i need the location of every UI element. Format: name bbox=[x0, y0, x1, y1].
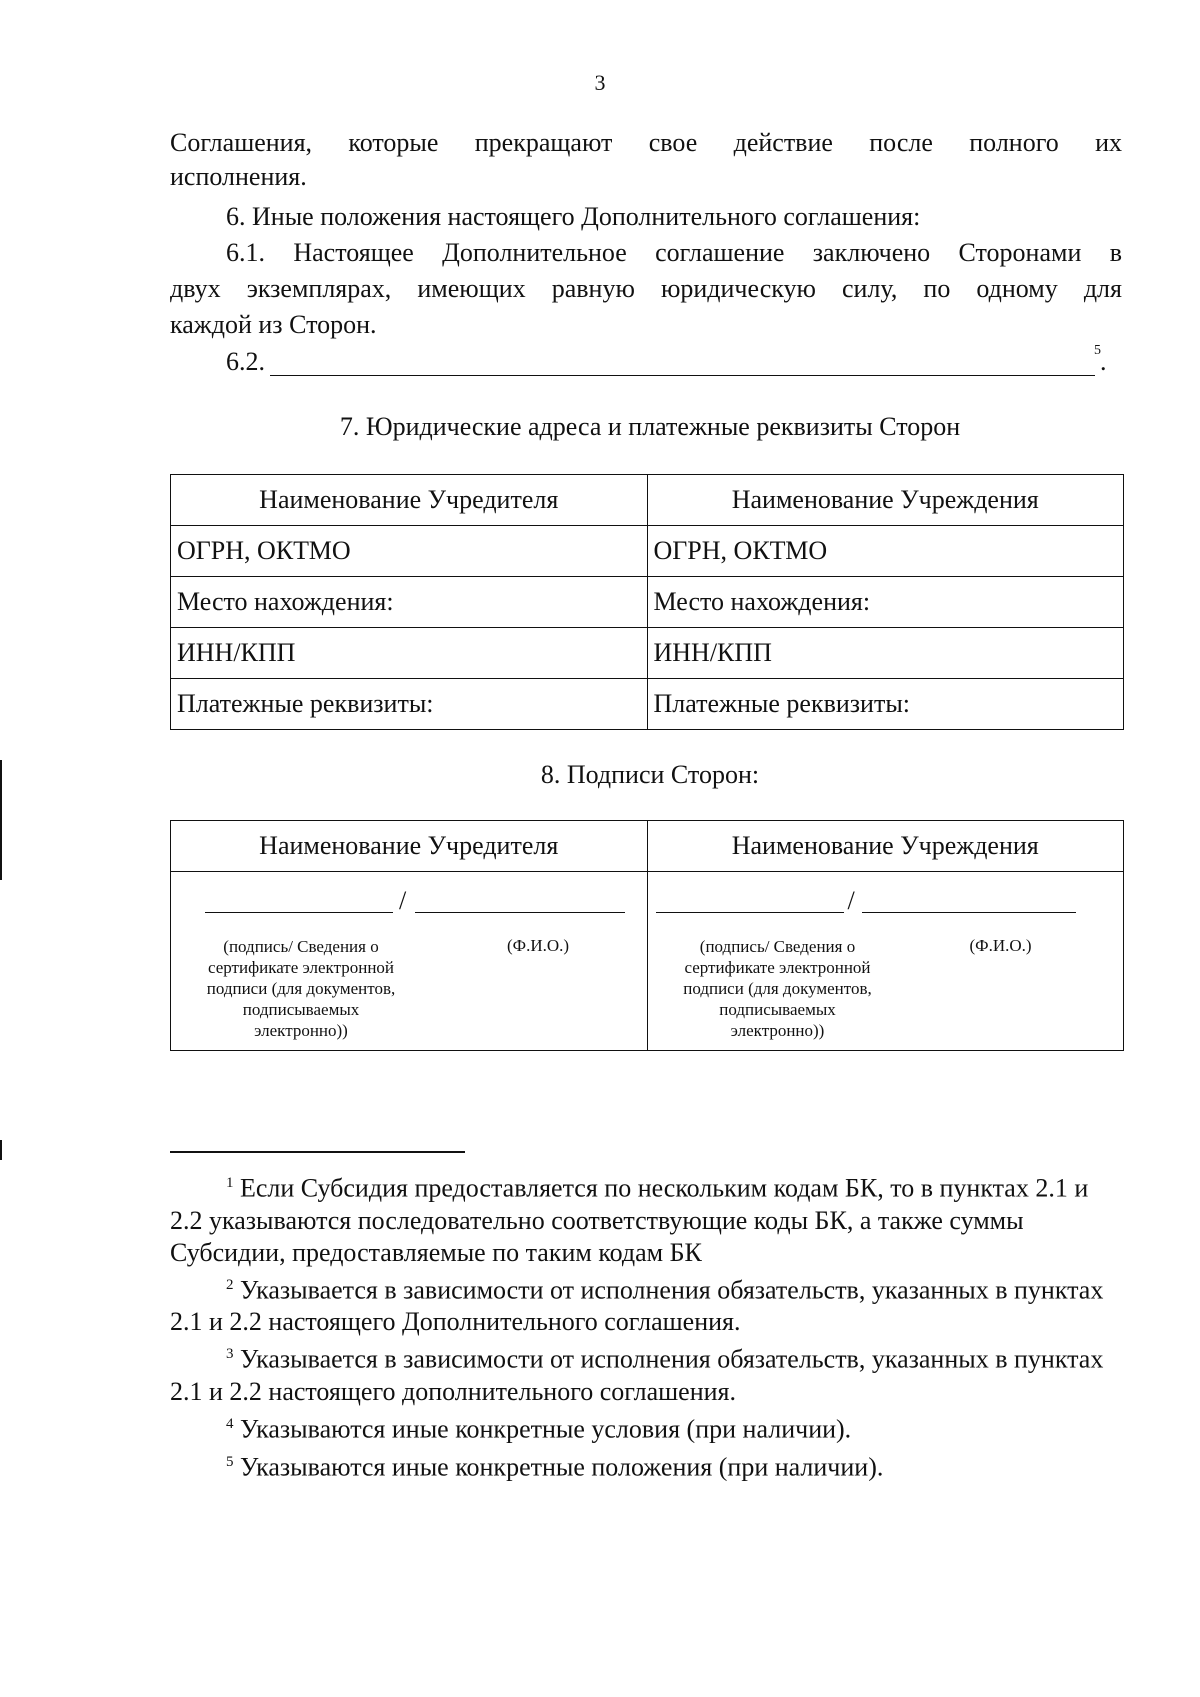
p61-line-1: 6.1. Настоящее Дополнительное соглашение заключено Сторонами в bbox=[226, 238, 1122, 267]
institution-ogrn: ОГРН, ОКТМО bbox=[647, 526, 1124, 577]
section6-heading: 6. Иные положения настоящего Дополнительного соглашения: bbox=[226, 202, 921, 231]
sign-institution-header: Наименование Учреждения bbox=[647, 821, 1124, 872]
table-row bbox=[171, 475, 1124, 526]
sign-founder-header: Наименование Учредителя bbox=[171, 821, 648, 872]
signature-slash: / bbox=[399, 886, 407, 915]
page-number: 3 bbox=[594, 70, 606, 95]
table-row bbox=[171, 526, 1124, 577]
p62-footnote-ref: 5 bbox=[1094, 343, 1101, 358]
signature-line bbox=[656, 912, 844, 913]
requisites-table bbox=[170, 474, 1124, 730]
institution-signature-cell bbox=[647, 872, 1124, 1051]
table-row bbox=[171, 872, 1124, 1051]
footnote-separator bbox=[170, 1151, 465, 1153]
table-row bbox=[171, 628, 1124, 679]
signature-note bbox=[171, 936, 431, 1041]
footnote-4 bbox=[170, 1408, 1122, 1446]
footnote-3 bbox=[170, 1338, 1122, 1408]
founder-payment: Платежные реквизиты: bbox=[171, 679, 648, 730]
scan-edge-mark bbox=[0, 1140, 2, 1160]
signature-note bbox=[648, 936, 908, 1041]
signature-note-line: подписываемых bbox=[242, 1000, 360, 1019]
p61-line-3: каждой из Сторон. bbox=[170, 310, 377, 339]
footnote-text: Указывается в зависимости от исполнения обязательств, указанных в пунктах 2.1 и 2.2 настоящего дополнительного соглашения. bbox=[170, 1344, 1104, 1406]
signature-note-line: (подпись/ Сведения о bbox=[699, 937, 856, 956]
footnote-5 bbox=[170, 1446, 1122, 1484]
signature-note-line: (подпись/ Сведения о bbox=[223, 937, 379, 956]
section8-heading: 8. Подписи Сторон: bbox=[540, 760, 760, 789]
founder-inn: ИНН/КПП bbox=[171, 628, 648, 679]
fio-label: (Ф.И.О.) bbox=[969, 936, 1032, 955]
footnote-number: 5 bbox=[226, 1453, 234, 1470]
institution-payment: Платежные реквизиты: bbox=[647, 679, 1124, 730]
intro-line-1: Соглашения, которые прекращают свое действие после полного их bbox=[170, 128, 1122, 157]
signatures-table bbox=[170, 820, 1124, 1051]
institution-location: Место нахождения: bbox=[647, 577, 1124, 628]
founder-location: Место нахождения: bbox=[171, 577, 648, 628]
table-row bbox=[171, 577, 1124, 628]
signature-slash: / bbox=[847, 886, 855, 915]
founder-signature-cell bbox=[171, 872, 648, 1051]
signature-note-line: подписи (для документов, bbox=[683, 979, 872, 998]
institution-header: Наименование Учреждения bbox=[647, 475, 1124, 526]
table-row bbox=[171, 821, 1124, 872]
p62-period: . bbox=[1100, 347, 1107, 376]
footnote-2 bbox=[170, 1269, 1122, 1339]
founder-ogrn: ОГРН, ОКТМО bbox=[171, 526, 648, 577]
footnote-text: Указываются иные конкретные условия (при наличии). bbox=[240, 1414, 852, 1444]
p62-label: 6.2. bbox=[226, 347, 265, 376]
footnote-number: 4 bbox=[226, 1415, 234, 1432]
p62-fill-line bbox=[270, 375, 1095, 376]
signature-note-line: подписываемых bbox=[719, 1000, 836, 1019]
signature-note-line: сертификате электронной bbox=[684, 958, 871, 977]
signature-line bbox=[205, 912, 393, 913]
signature-note-line: сертификате электронной bbox=[207, 958, 395, 977]
institution-inn: ИНН/КПП bbox=[647, 628, 1124, 679]
footnote-number: 2 bbox=[226, 1276, 234, 1293]
footnotes bbox=[170, 1167, 1122, 1483]
footnote-1 bbox=[170, 1167, 1122, 1269]
intro-line-2: исполнения. bbox=[170, 162, 307, 191]
footnote-text: Если Субсидия предоставляется по нескольким кодам БК, то в пунктах 2.1 и 2.2 указываются последовательно соответствующие коды БК, а также суммы Субсидии, предоставляемые по таким кодам БК bbox=[170, 1173, 1089, 1267]
footnote-number: 1 bbox=[226, 1175, 234, 1191]
p61-line-2: двух экземплярах, имеющих равную юридическую силу, по одному для bbox=[170, 274, 1122, 303]
section7-heading: 7. Юридические адреса и платежные реквизиты Сторон bbox=[339, 412, 961, 441]
signature-note-line: электронно)) bbox=[730, 1021, 825, 1040]
founder-header: Наименование Учредителя bbox=[171, 475, 648, 526]
table-row bbox=[171, 679, 1124, 730]
footnote-text: Указывается в зависимости от исполнения обязательств, указанных в пунктах 2.1 и 2.2 настоящего Дополнительного соглашения. bbox=[170, 1275, 1104, 1337]
fio-line bbox=[862, 912, 1076, 913]
footnote-number: 3 bbox=[226, 1346, 234, 1363]
fio-label: (Ф.И.О.) bbox=[507, 936, 570, 955]
signature-note-line: электронно)) bbox=[254, 1021, 348, 1040]
signature-note-line: подписи (для документов, bbox=[206, 979, 396, 998]
footnote-text: Указываются иные конкретные положения (при наличии). bbox=[240, 1452, 884, 1482]
fio-line bbox=[415, 912, 625, 913]
